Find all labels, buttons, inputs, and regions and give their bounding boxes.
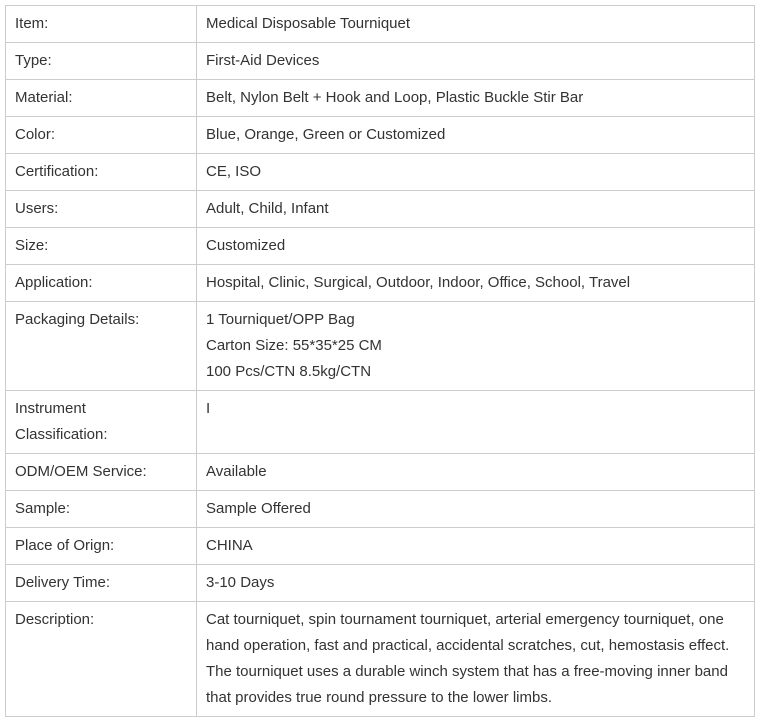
- spec-value: First-Aid Devices: [197, 43, 755, 80]
- spec-label: Place of Orign:: [6, 528, 197, 565]
- spec-value: 1 Tourniquet/OPP Bag Carton Size: 55*35*25 CM 100 Pcs/CTN 8.5kg/CTN: [197, 302, 755, 391]
- spec-row-type: [6, 43, 755, 80]
- spec-label: Instrument Classification:: [6, 391, 197, 454]
- spec-label: Item:: [6, 6, 197, 43]
- spec-row-odm-oem-service: [6, 454, 755, 491]
- spec-label: Sample:: [6, 491, 197, 528]
- spec-label: Users:: [6, 191, 197, 228]
- spec-value: Customized: [197, 228, 755, 265]
- spec-row-place-of-origin: [6, 528, 755, 565]
- spec-value: Sample Offered: [197, 491, 755, 528]
- spec-value: CHINA: [197, 528, 755, 565]
- spec-label: Type:: [6, 43, 197, 80]
- spec-row-color: [6, 117, 755, 154]
- spec-label: Color:: [6, 117, 197, 154]
- spec-row-item: [6, 6, 755, 43]
- spec-row-description: [6, 602, 755, 717]
- spec-value: Hospital, Clinic, Surgical, Outdoor, Indoor, Office, School, Travel: [197, 265, 755, 302]
- spec-row-material: [6, 80, 755, 117]
- spec-row-sample: [6, 491, 755, 528]
- spec-row-application: [6, 265, 755, 302]
- spec-row-instrument-classification: [6, 391, 755, 454]
- spec-label: Certification:: [6, 154, 197, 191]
- spec-value: 3-10 Days: [197, 565, 755, 602]
- spec-value: I: [197, 391, 755, 454]
- spec-value: Medical Disposable Tourniquet: [197, 6, 755, 43]
- spec-row-certification: [6, 154, 755, 191]
- spec-value: Cat tourniquet, spin tournament tourniquet, arterial emergency tourniquet, one hand operation, fast and practical, accidental scratches, cut, hemostasis effect. The tourniquet uses a durable winch system that has a free-moving inner band that provides true round pressure to the lower limbs.: [197, 602, 755, 717]
- spec-value: CE, ISO: [197, 154, 755, 191]
- product-spec-table: [5, 5, 755, 717]
- spec-value: Belt, Nylon Belt + Hook and Loop, Plastic Buckle Stir Bar: [197, 80, 755, 117]
- spec-label: Size:: [6, 228, 197, 265]
- spec-row-users: [6, 191, 755, 228]
- spec-label: Delivery Time:: [6, 565, 197, 602]
- spec-value: Available: [197, 454, 755, 491]
- spec-value: Blue, Orange, Green or Customized: [197, 117, 755, 154]
- spec-label: Application:: [6, 265, 197, 302]
- spec-row-packaging-details: [6, 302, 755, 391]
- spec-label: Material:: [6, 80, 197, 117]
- spec-label: Packaging Details:: [6, 302, 197, 391]
- spec-label: ODM/OEM Service:: [6, 454, 197, 491]
- spec-label: Description:: [6, 602, 197, 717]
- spec-row-size: [6, 228, 755, 265]
- spec-value: Adult, Child, Infant: [197, 191, 755, 228]
- spec-row-delivery-time: [6, 565, 755, 602]
